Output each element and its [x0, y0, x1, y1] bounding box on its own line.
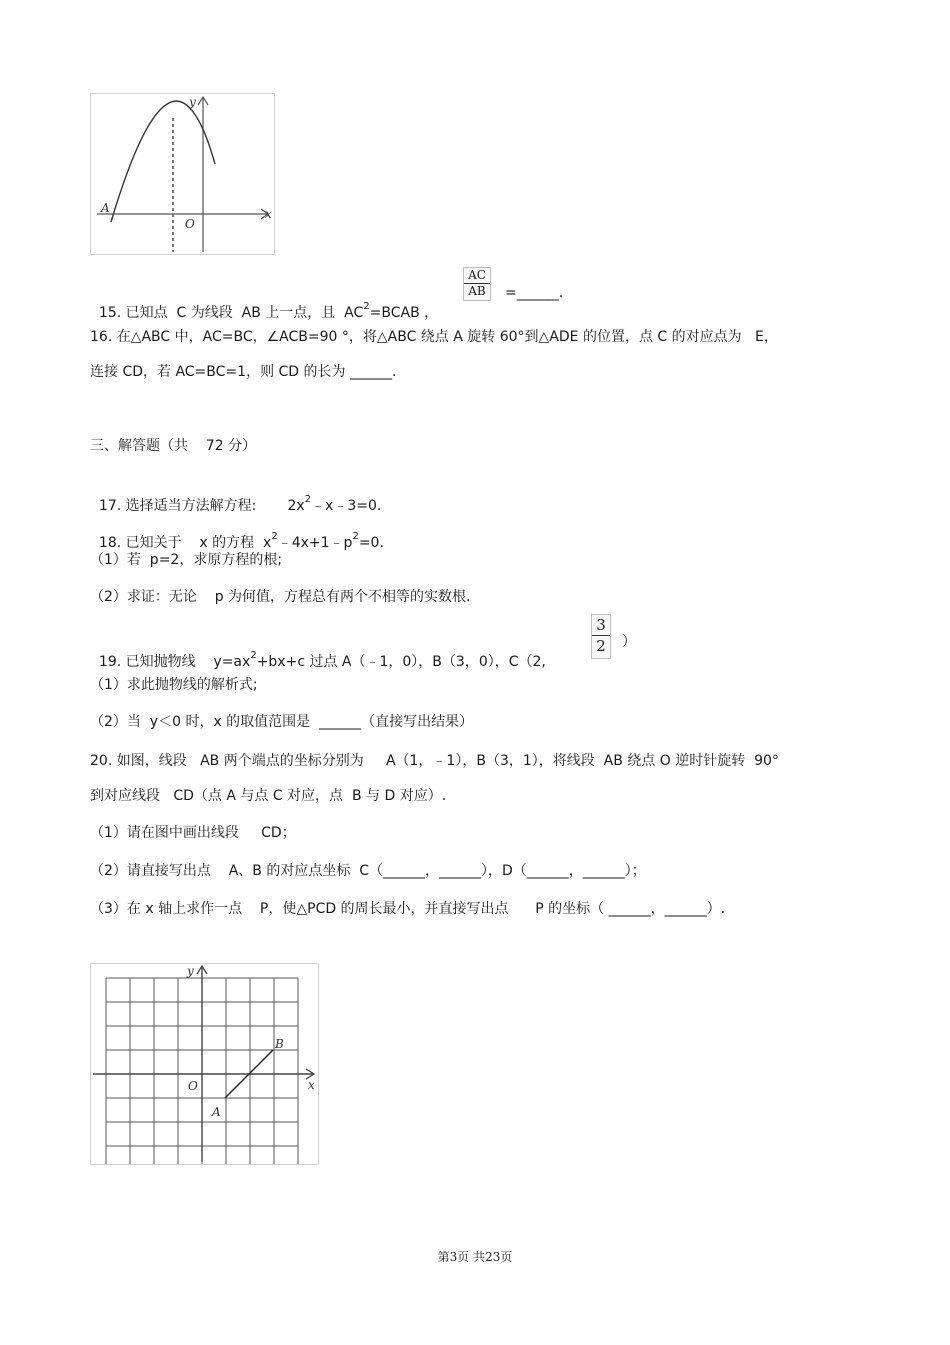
q19-part-2: （2）当 y＜0 时，x 的取值范围是 ______（直接写出结果）: [90, 714, 474, 730]
q17-suffix: ﹣x﹣3=0.: [311, 498, 382, 514]
y-axis-label: y: [189, 95, 196, 109]
q19-close-paren: ）: [622, 634, 636, 650]
q18-suffix: =0.: [358, 535, 384, 551]
page-footer: 第3页 共23页: [437, 1250, 513, 1264]
question-15: [90, 283, 438, 323]
q19-fraction: [591, 614, 611, 659]
parabola-curve: [111, 101, 215, 222]
q15-answer-blank: =______.: [505, 285, 564, 301]
q18-middle: ﹣4x+1﹣p: [277, 535, 353, 551]
q20-part-2: （2）请直接写出点 A、B 的对应点坐标 C（______，______），D（______，______）；: [90, 863, 646, 879]
point-a-label: A: [101, 201, 110, 215]
q15-fraction: [463, 267, 491, 301]
grid-figure: [90, 963, 319, 1165]
q15-suffix: =BCAB ，: [369, 305, 439, 321]
q18-part-1: （1）若 p=2，求原方程的根;: [90, 552, 283, 568]
question-20-line2: 到对应线段 CD（点 A 与点 C 对应，点 B 与 D 对应）.: [90, 788, 447, 804]
y-axis-label: y: [187, 964, 194, 978]
q19-fraction-numerator: 3: [592, 615, 610, 636]
question-16-line2: 连接 CD，若 AC=BC=1，则 CD 的长为 ______.: [90, 364, 397, 380]
question-19: [90, 632, 546, 672]
x-axis-label: x: [265, 207, 272, 221]
point-a-label: A: [212, 1105, 221, 1119]
q19-suffix: +bx+c 过点 A（﹣1，0），B（3，0），C（2,: [256, 654, 546, 670]
point-b-label: B: [275, 1037, 284, 1051]
q20-part-3: （3）在 x 轴上求作一点 P，使△PCD 的周长最小，并直接写出点 P 的坐标（ ______，______）.: [90, 901, 726, 917]
question-16-line1: 16. 在△ABC 中，AC=BC，∠ACB=90 °，将△ABC 绕点 A 旋转 60°到△ADE 的位置，点 C 的对应点为 E，: [90, 329, 778, 345]
q19-fraction-denominator: 2: [596, 637, 606, 655]
q15-exponent: 2: [363, 301, 370, 312]
origin-label: O: [185, 217, 195, 231]
q18-exponent-2: 2: [352, 531, 359, 542]
q15-fraction-denominator: AB: [468, 284, 486, 298]
q18-part-2: （2）求证：无论 p 为何值，方程总有两个不相等的实数根.: [90, 589, 471, 605]
parabola-graph: [91, 94, 274, 254]
question-20-line1: 20. 如图，线段 AB 两个端点的坐标分别为 A（1，﹣1），B（3，1），将线段 AB 绕点 O 逆时针旋转 90°: [90, 753, 779, 769]
q19-prefix: 19. 已知抛物线 y=ax: [98, 654, 251, 670]
question-17: [90, 476, 381, 516]
q17-exponent: 2: [304, 494, 312, 505]
q18-exponent-1: 2: [271, 531, 278, 542]
q15-prefix: 15. 已知点 C 为线段 AB 上一点，且 AC: [98, 305, 364, 321]
parabola-figure: [90, 93, 275, 255]
q19-part-1: （1）求此抛物线的解析式;: [90, 677, 258, 693]
q17-prefix: 17. 选择适当方法解方程: 2x: [98, 498, 305, 514]
q15-fraction-numerator: AC: [464, 268, 490, 284]
coordinate-grid: [91, 964, 318, 1164]
section-heading: 三、解答题（共 72 分）: [90, 438, 257, 454]
q20-part-1: （1）请在图中画出线段 CD；: [90, 825, 296, 841]
x-axis-label: x: [308, 1078, 315, 1092]
question-18: [90, 513, 384, 553]
origin-label: O: [188, 1079, 198, 1093]
q18-prefix: 18. 已知关于 x 的方程 x: [98, 535, 272, 551]
q19-exponent: 2: [250, 650, 257, 661]
